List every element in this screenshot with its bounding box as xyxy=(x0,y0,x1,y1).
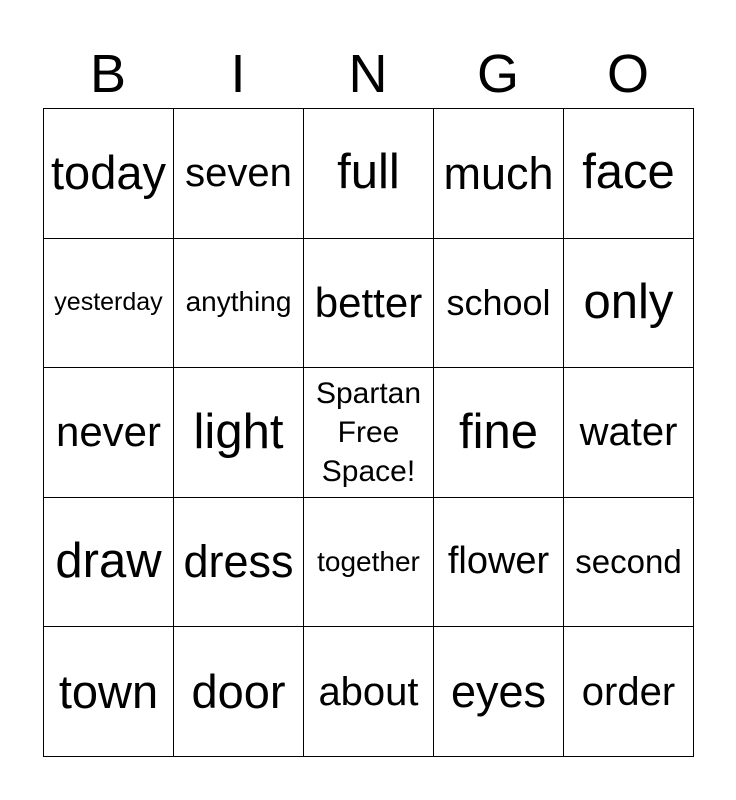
bingo-cell[interactable]: second xyxy=(564,498,694,628)
bingo-cell[interactable]: full xyxy=(304,109,434,239)
bingo-cell[interactable]: draw xyxy=(44,498,174,628)
bingo-header xyxy=(43,40,693,108)
bingo-cell[interactable]: fine xyxy=(434,368,564,498)
bingo-cell[interactable]: yesterday xyxy=(44,239,174,369)
bingo-cell[interactable]: light xyxy=(174,368,304,498)
bingo-cell[interactable]: eyes xyxy=(434,627,564,757)
bingo-cell[interactable]: town xyxy=(44,627,174,757)
bingo-cell[interactable]: face xyxy=(564,109,694,239)
bingo-cell[interactable]: order xyxy=(564,627,694,757)
bingo-cell[interactable]: never xyxy=(44,368,174,498)
bingo-board xyxy=(43,108,694,757)
bingo-cell[interactable]: much xyxy=(434,109,564,239)
header-letter-g: G xyxy=(476,44,519,104)
bingo-cell[interactable]: better xyxy=(304,239,434,369)
bingo-cell[interactable]: school xyxy=(434,239,564,369)
free-space-cell[interactable]: Spartan Free Space! xyxy=(304,368,434,498)
bingo-cell[interactable]: flower xyxy=(434,498,564,628)
header-letter-n: N xyxy=(348,44,388,104)
bingo-cell[interactable]: water xyxy=(564,368,694,498)
header-letter-o: O xyxy=(606,44,649,104)
bingo-cell[interactable]: about xyxy=(304,627,434,757)
bingo-cell[interactable]: door xyxy=(174,627,304,757)
header-letter-i: I xyxy=(230,44,246,104)
header-letter-b: B xyxy=(89,44,127,104)
bingo-cell[interactable]: only xyxy=(564,239,694,369)
bingo-cell[interactable]: together xyxy=(304,498,434,628)
bingo-cell[interactable]: dress xyxy=(174,498,304,628)
bingo-cell[interactable]: seven xyxy=(174,109,304,239)
bingo-cell[interactable]: today xyxy=(44,109,174,239)
bingo-cell[interactable]: anything xyxy=(174,239,304,369)
